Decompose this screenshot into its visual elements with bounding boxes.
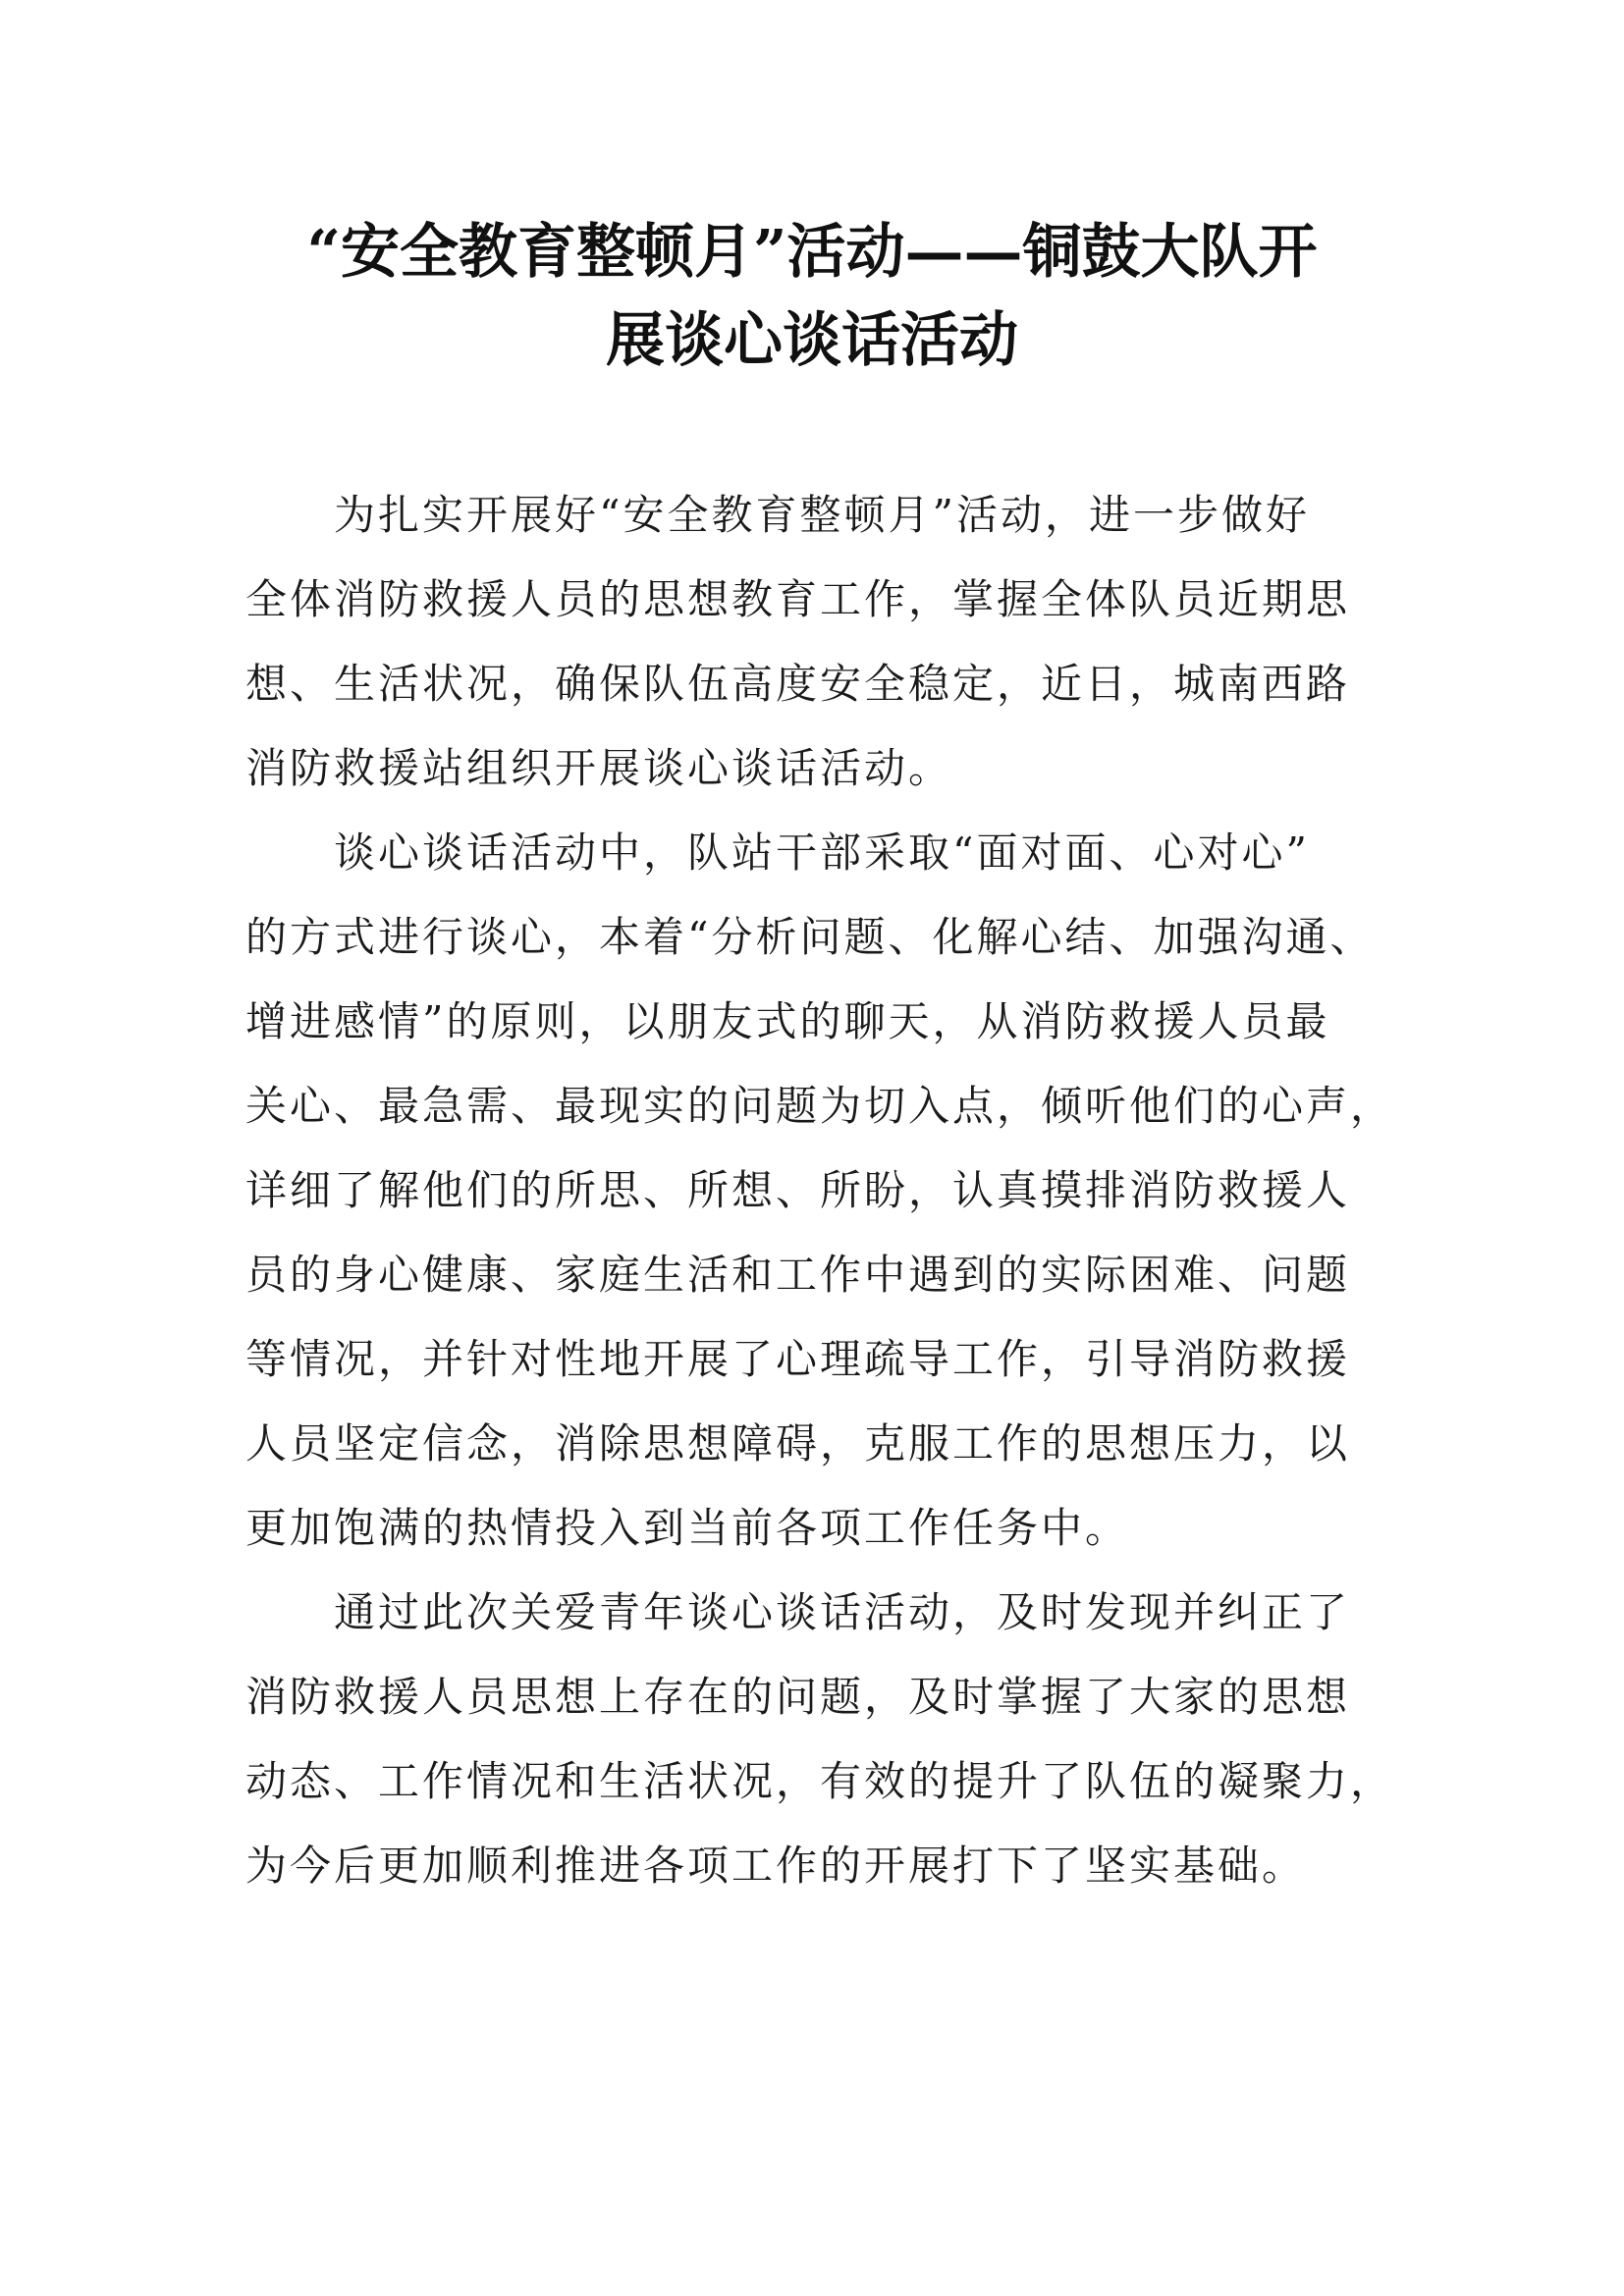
paragraph-line: 的方式进行谈心，本着“分析问题、化解心结、加强沟通、 bbox=[245, 913, 1375, 961]
paragraph-line: 员的身心健康、家庭生活和工作中遇到的实际困难、问题 bbox=[245, 1251, 1351, 1299]
paragraph-line: 动态、工作情况和生活状况，有效的提升了队伍的凝聚力， bbox=[245, 1757, 1395, 1805]
title-line-2: 展谈心谈话活动 bbox=[606, 306, 1018, 375]
document-title bbox=[245, 208, 1379, 385]
paragraph-line: 为扎实开展好“安全教育整顿月”活动，进一步做好 bbox=[334, 491, 1310, 539]
paragraph-2 bbox=[245, 811, 1395, 1571]
paragraph-3 bbox=[245, 1571, 1395, 1908]
paragraph-line: 详细了解他们的所思、所想、所盼，认真摸排消防救援人 bbox=[245, 1166, 1351, 1214]
paragraph-line: 等情况，并针对性地开展了心理疏导工作，引导消防救援 bbox=[245, 1335, 1351, 1383]
paragraph-line: 为今后更加顺利推进各项工作的开展打下了坚实基础。 bbox=[245, 1842, 1307, 1890]
paragraph-line: 通过此次关爱青年谈心谈话活动，及时发现并纠正了 bbox=[334, 1588, 1351, 1636]
paragraph-line: 全体消防救援人员的思想教育工作，掌握全体队员近期思 bbox=[245, 575, 1351, 623]
paragraph-line: 人员坚定信念，消除思想障碍，克服工作的思想压力，以 bbox=[245, 1419, 1351, 1468]
document-body bbox=[245, 473, 1395, 1908]
paragraph-line: 关心、最急需、最现实的问题为切入点，倾听他们的心声， bbox=[245, 1082, 1395, 1130]
paragraph-line: 更加饱满的热情投入到当前各项工作任务中。 bbox=[245, 1504, 1130, 1552]
paragraph-line: 谈心谈话活动中，队站干部采取“面对面、心对心” bbox=[334, 828, 1310, 877]
paragraph-line: 增进感情”的原则，以朋友式的聊天，从消防救援人员最 bbox=[245, 997, 1330, 1045]
paragraph-1 bbox=[245, 473, 1379, 811]
paragraph-line: 消防救援站组织开展谈心谈话活动。 bbox=[245, 744, 953, 792]
title-line-1: “安全教育整顿月”活动——铜鼓大队开 bbox=[306, 218, 1318, 287]
paragraph-line: 想、生活状况，确保队伍高度安全稳定，近日，城南西路 bbox=[245, 660, 1351, 708]
paragraph-line: 消防救援人员思想上存在的问题，及时掌握了大家的思想 bbox=[245, 1673, 1351, 1721]
